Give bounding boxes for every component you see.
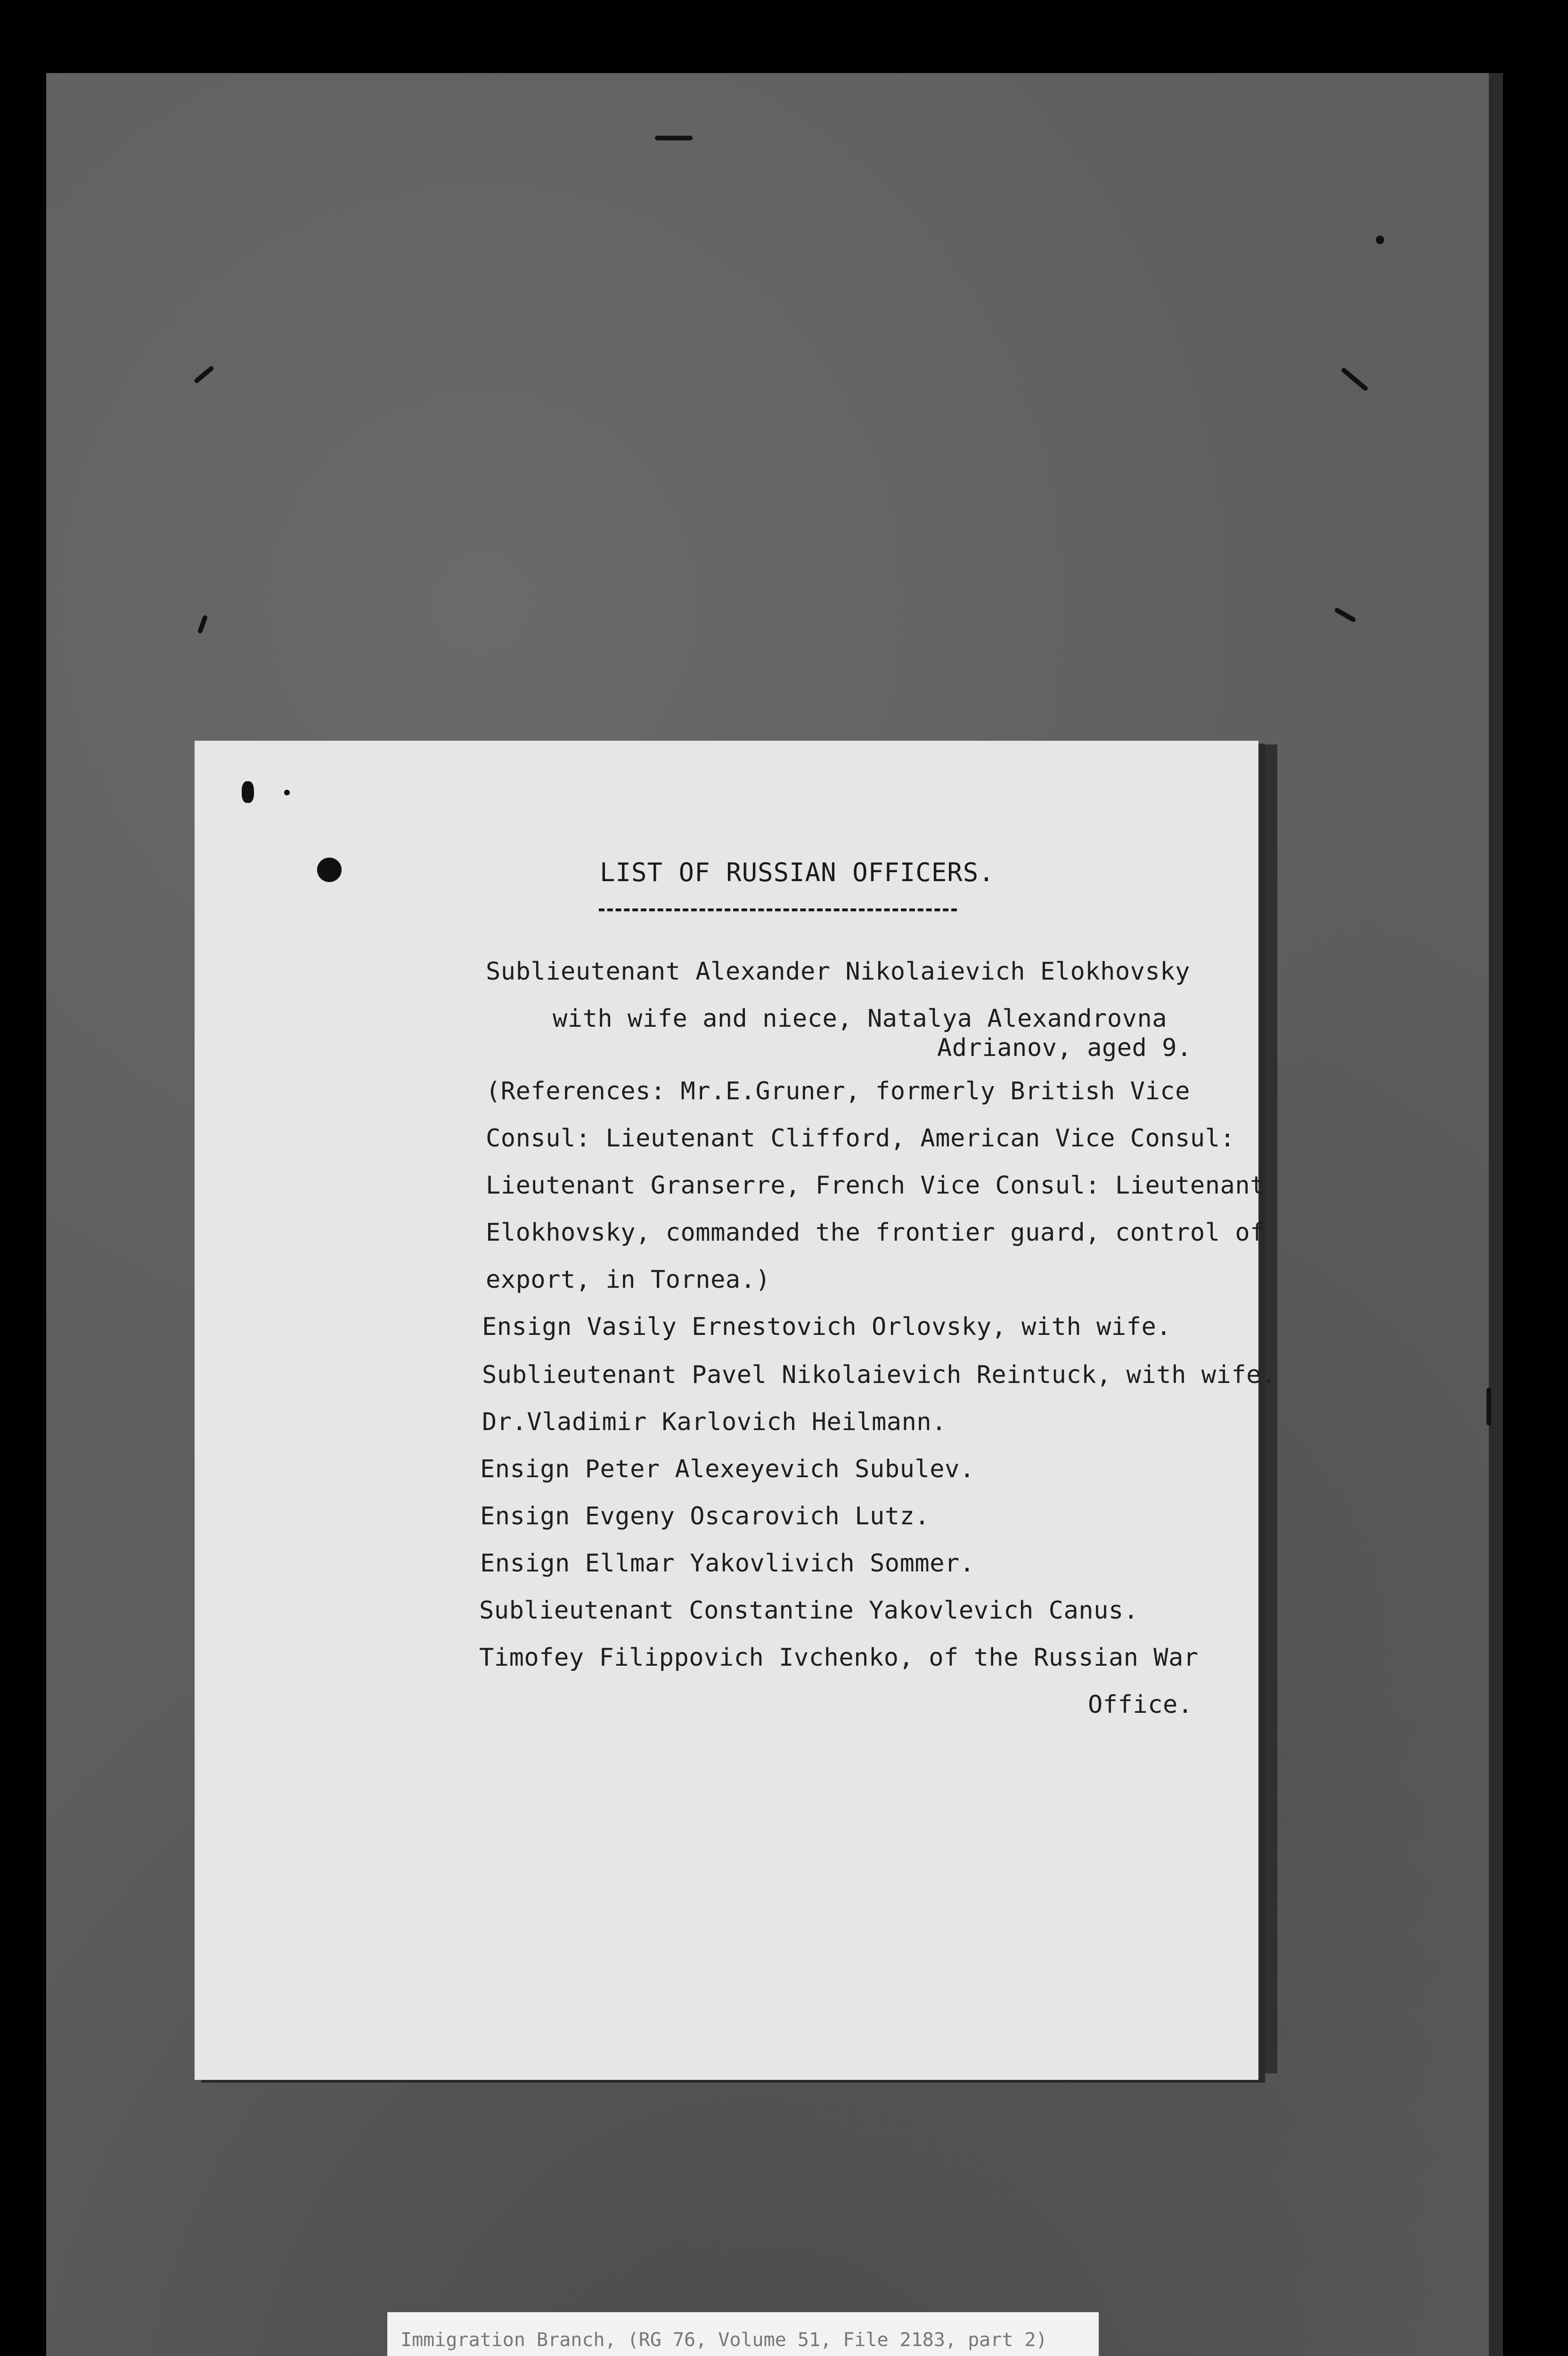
archive-label	[387, 2312, 1099, 2356]
text-line: Office.	[1088, 1691, 1193, 1719]
ink-spot	[284, 790, 290, 795]
ink-spot	[242, 781, 254, 803]
text-line: Ensign Ellmar Yakovlivich Sommer.	[480, 1549, 975, 1578]
board-mark	[1486, 1388, 1491, 1425]
text-line: Sublieutenant Constantine Yakovlevich Canus.	[479, 1596, 1139, 1625]
board-mark	[655, 136, 693, 140]
text-line: export, in Tornea.)	[486, 1266, 771, 1294]
text-line: Adrianov, aged 9.	[937, 1034, 1192, 1062]
title-underline	[599, 908, 957, 911]
sheet-shadow	[1258, 744, 1277, 2073]
text-line: Dr.Vladimir Karlovich Heilmann.	[482, 1408, 947, 1436]
text-line: Elokhovsky, commanded the frontier guard, control of	[486, 1219, 1265, 1247]
text-line: Ensign Evgeny Oscarovich Lutz.	[480, 1502, 930, 1530]
text-line: Ensign Peter Alexeyevich Subulev.	[480, 1455, 975, 1483]
text-line: Sublieutenant Pavel Nikolaievich Reintuck, with wife.	[482, 1361, 1276, 1389]
text-line: (References: Mr.E.Gruner, formerly British Vice	[486, 1077, 1190, 1105]
document-title: LIST OF RUSSIAN OFFICERS.	[600, 858, 995, 887]
text-line: Lieutenant Granserre, French Vice Consul: Lieutenant	[486, 1171, 1265, 1200]
archive-reference: Immigration Branch, (RG 76, Volume 51, File 2183, part 2)	[400, 2329, 1047, 2351]
ink-spot	[317, 858, 342, 882]
text-line: Timofey Filippovich Ivchenko, of the Russian War	[479, 1644, 1199, 1672]
text-line: Sublieutenant Alexander Nikolaievich Elokhovsky	[486, 957, 1190, 986]
board-edge	[1489, 73, 1503, 2356]
text-line: Consul: Lieutenant Clifford, American Vice Consul:	[486, 1124, 1235, 1153]
board-mark	[1376, 236, 1384, 244]
text-line: Ensign Vasily Ernestovich Orlovsky, with wife.	[482, 1313, 1172, 1341]
document-sheet	[195, 741, 1276, 2080]
text-line: with wife and niece, Natalya Alexandrovna	[553, 1005, 1168, 1033]
